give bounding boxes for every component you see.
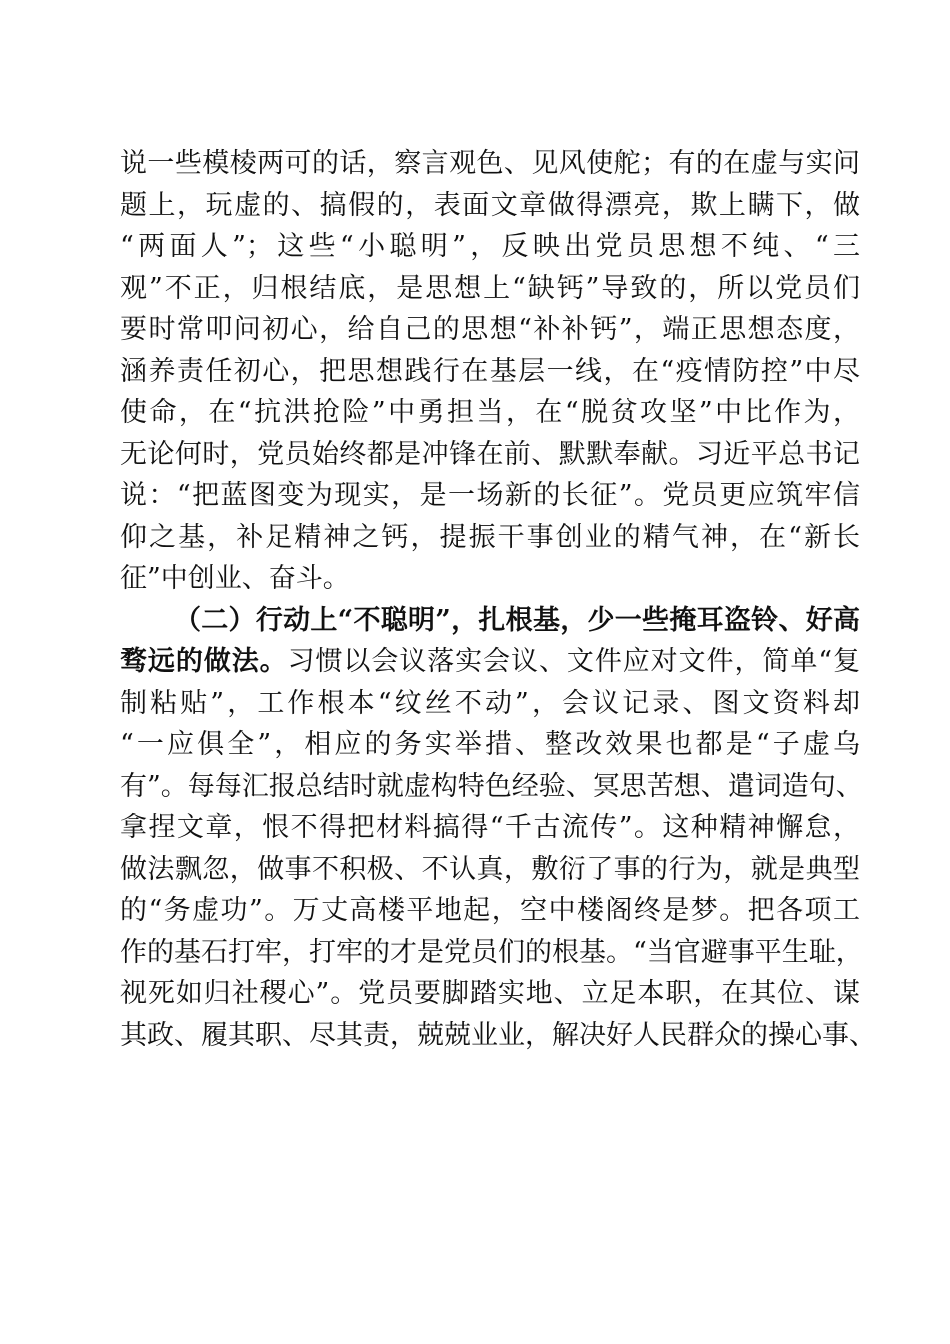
paragraph-line: 要时常叩问初心，给自己的思想“补补钙”，端正思想态度， [120, 314, 860, 345]
paragraph-line: 有”。每每汇报总结时就虚构特色经验、冥思苦想、遣词造句、 [120, 770, 863, 802]
paragraph-line: 仰之基，补足精神之钙，提振干事创业的精气神，在“新长 [120, 521, 860, 553]
section-heading-line: （二）行动上“不聪明”，扎根基，少一些掩耳盗铃、好高 [174, 604, 860, 636]
paragraph-line: 作的基石打牢，打牢的才是党员们的根基。“当官避事平生耻， [120, 936, 863, 968]
paragraph-line: 的“务虚功”。万丈高楼平地起，空中楼阁终是梦。把各项工 [120, 895, 860, 926]
paragraph-line [120, 641, 860, 683]
paragraph-line: 制粘贴”，工作根本“纹丝不动”，会议记录、图文资料却 [120, 687, 860, 719]
paragraph-line: “一应俱全”，相应的务实举措、整改效果也都是“子虚乌 [120, 729, 860, 760]
paragraph-1 [120, 143, 860, 600]
paragraph-line: 拿捏文章，恨不得把材料搞得“千古流传”。这种精神懈怠， [120, 812, 860, 843]
document-body [120, 143, 876, 1056]
paragraph-line: 观”不正，归根结底，是思想上“缺钙”导致的，所以党员们 [120, 272, 860, 304]
paragraph-line: 其政、履其职、尽其责，兢兢业业，解决好人民群众的操心事、 [120, 1019, 876, 1051]
paragraph-line: 题上，玩虚的、搞假的，表面文章做得漂亮，欺上瞒下，做 [120, 189, 860, 221]
paragraph-2 [120, 600, 876, 1057]
paragraph-line: 说：“把蓝图变为现实，是一场新的长征”。党员更应筑牢信 [120, 480, 860, 511]
paragraph-line: 无论何时，党员始终都是冲锋在前、默默奉献。习近平总书记 [120, 438, 860, 470]
paragraph-line: 使命，在“抗洪抢险”中勇担当，在“脱贫攻坚”中比作为， [120, 397, 860, 428]
paragraph-line: 征”中创业、奋斗。 [120, 563, 350, 594]
paragraph-line: “两面人”；这些“小聪明”，反映出党员思想不纯、“三 [120, 231, 860, 262]
paragraph-line: 做法飘忽，做事不积极、不认真，敷衍了事的行为，就是典型 [120, 853, 860, 885]
paragraph-line: 视死如归社稷心”。党员要脚踏实地、立足本职，在其位、谋 [120, 978, 860, 1009]
paragraph-line: 涵养责任初心，把思想践行在基层一线，在“疫情防控”中尽 [120, 355, 860, 387]
section-heading-tail: 骛远的做法。 [120, 646, 288, 677]
paragraph-line-rest: 习惯以会议落实会议、文件应对文件，简单“复 [287, 646, 861, 677]
paragraph-line: 说一些模棱两可的话，察言观色、见风使舵；有的在虚与实问 [120, 148, 860, 179]
